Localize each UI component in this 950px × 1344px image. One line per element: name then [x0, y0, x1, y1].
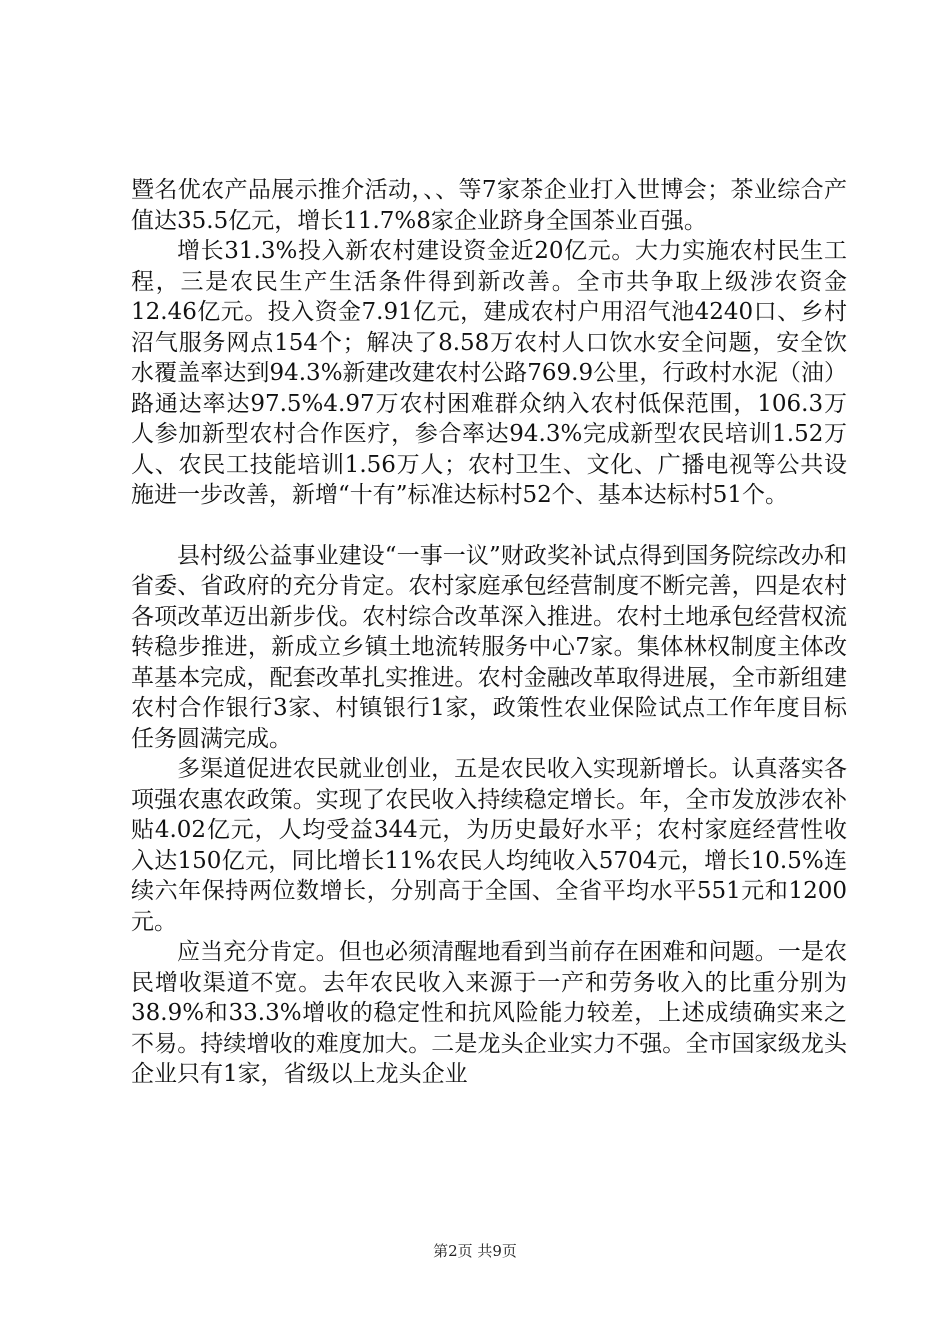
- paragraph-3: 县村级公益事业建设“一事一议”财政奖补试点得到国务院综改办和省委、省政府的充分肯定。农村家庭承包经营制度不断完善，四是农村各项改革迈出新步伐。农村综合改革深入推进。农村土地承包经营权流转稳步推进，新成立乡镇土地流转服务中心7家。集体林权制度主体改革基本完成，配套改革扎实推进。农村金融改革取得进展，全市新组建农村合作银行3家、村镇银行1家，政策性农业保险试点工作年度目标任务圆满完成。: [131, 542, 847, 752]
- paragraph-5: 应当充分肯定。但也必须清醒地看到当前存在困难和问题。一是农民增收渠道不宽。去年农民收入来源于一产和劳务收入的比重分别为38.9%和33.3%增收的稳定性和抗风险能力较差，上述成绩确实来之不易。持续增收的难度加大。二是龙头企业实力不强。全市国家级龙头企业只有1家，省级以上龙头企业: [131, 939, 847, 1087]
- body-text: [131, 175, 847, 1090]
- paragraph-gap: [131, 511, 847, 541]
- page-footer: 第2页 共9页: [433, 1242, 517, 1260]
- paragraph-4: 多渠道促进农民就业创业，五是农民收入实现新增长。认真落实各项强农惠农政策。实现了农民收入持续稳定增长。年，全市发放涉农补贴4.02亿元，人均受益344元，为历史最好水平；农村家庭经营性收入达150亿元，同比增长11%农民人均纯收入5704元，增长10.5%连续六年保持两位数增长，分别高于全国、全省平均水平551元和1200元。: [131, 756, 847, 935]
- paragraph-1: 暨名优农产品展示推介活动，、、等7家茶企业打入世博会；茶业综合产值达35.5亿元，增长11.7%8家企业跻身全国茶业百强。: [131, 177, 847, 234]
- paragraph-2: 增长31.3%投入新农村建设资金近20亿元。大力实施农村民生工程，三是农民生产生活条件得到新改善。全市共争取上级涉农资金12.46亿元。投入资金7.91亿元，建成农村户用沼气池4240口、乡村沼气服务网点154个；解决了8.58万农村人口饮水安全问题，安全饮水覆盖率达到94.3%新建改建农村公路769.9公里，行政村水泥（油）路通达率达97.5%4.97万农村困难群众纳入农村低保范围，106.3万人参加新型农村合作医疗，参合率达94.3%完成新型农民培训1.52万人、农民工技能培训1.56万人；农村卫生、文化、广播电视等公共设施进一步改善，新增“十有”标准达标村52个、基本达标村51个。: [131, 238, 847, 508]
